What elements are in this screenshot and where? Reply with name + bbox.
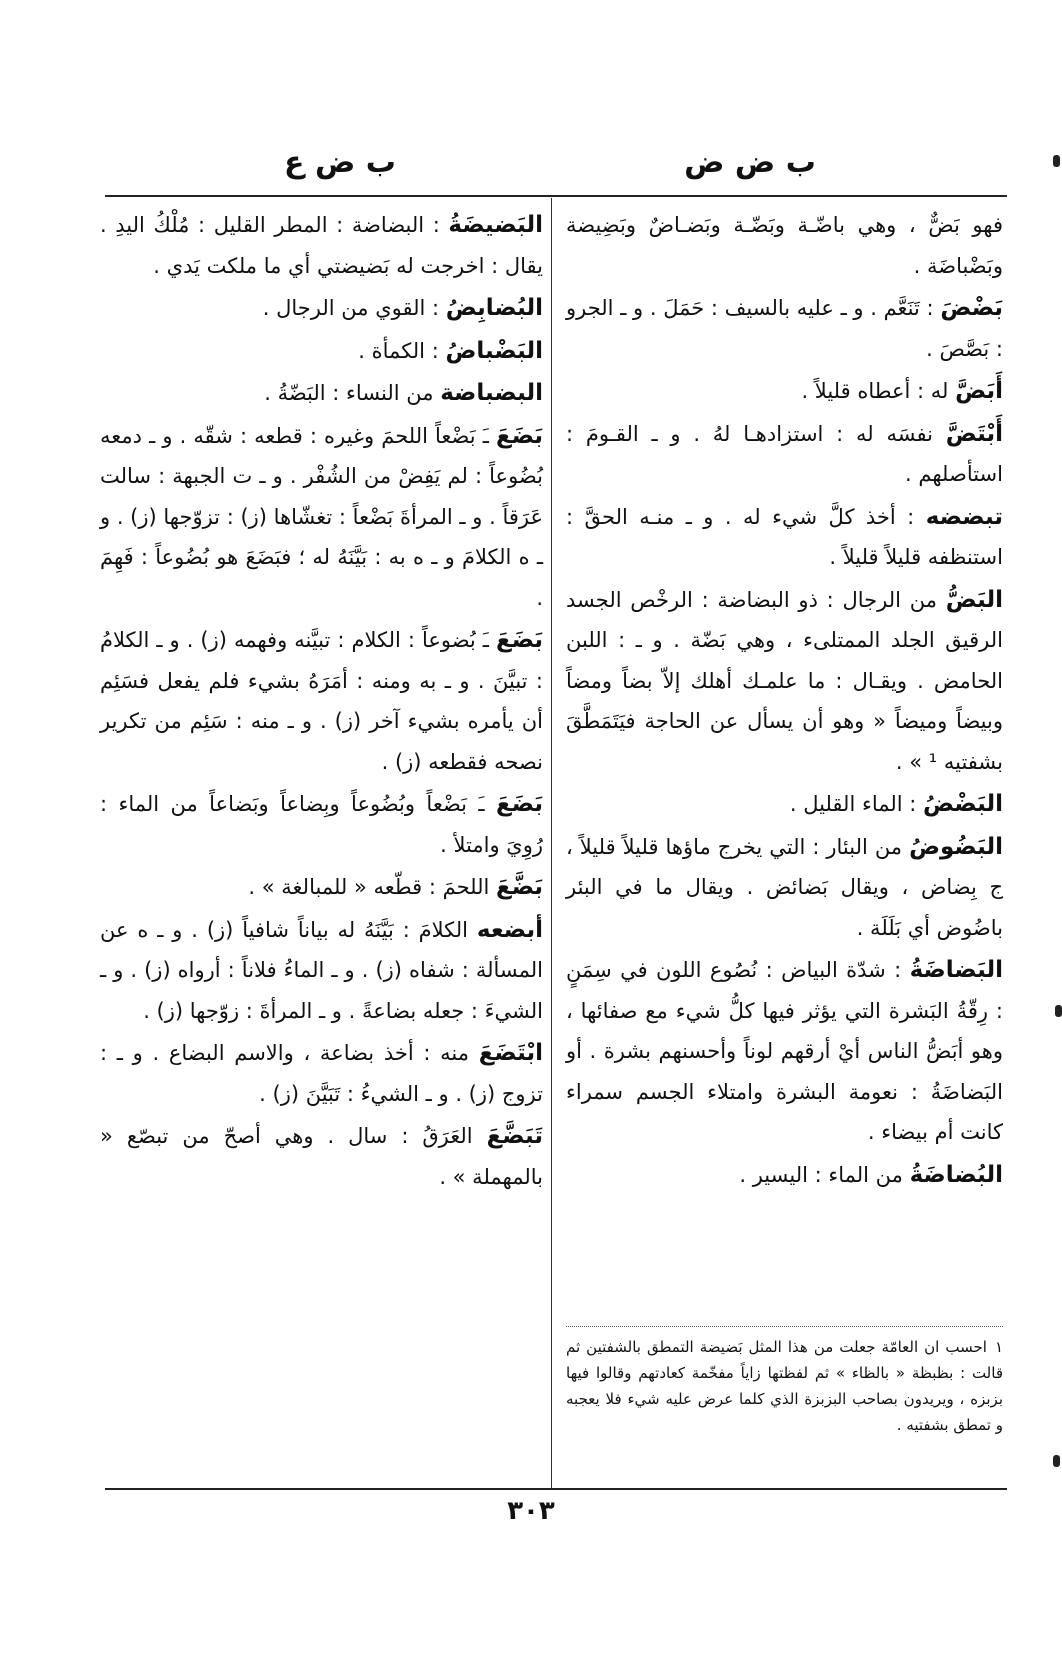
footnote-text: احسب ان العامّة جعلت من هذا المثل بَضيضة التمطق بالشفتين ثم قالت : بظبظة « بالظاء » ثم لفظتها زاياً مفخّمة كعادتهم وقالوا فيها بزبزه ، ويريدون بصاحب البزبزة الذي كلما عرض عليه شيء فلا يعجبه و تمطق بشفتيه .: [566, 1338, 1003, 1434]
footnote-rule: [566, 1326, 1003, 1327]
definition: من النساء : البَضّةُ .: [264, 381, 441, 405]
entry: [566, 414, 1003, 495]
entry: [566, 827, 1003, 949]
definition: نفسَه له : استزادهـا لهُ . و ـ القـومَ : استأصلهم .: [566, 421, 1003, 486]
definition: اللحمَ : قطّعه « للمبالغة » .: [248, 875, 496, 899]
bottom-rule: [105, 1488, 1007, 1490]
definition: : تَنَعَّم . و ـ عليه بالسيف : حَمَلَ . و ـ الجرو : بَصَّصَ .: [566, 296, 1003, 361]
headword: أَبَضَّ: [955, 378, 1003, 404]
definition: فهو بَضٌّ ، وهي باضّـة وبَضّـة وبَضـاضٌ وبَضِيضة وبَضْباضَة .: [566, 213, 1003, 278]
headword: البَضْضُ: [923, 791, 1003, 817]
definition: من البئار : التي يخرج ماؤها قليلاً قليلاً ، ج بِضاض ، ويقال بَضائض . ويقال ما في البئر باضُوض أي بَلَلَة .: [566, 834, 1003, 940]
headword: بَضْضَ: [940, 295, 1003, 321]
definition: من الماء : اليسير .: [739, 1162, 910, 1187]
headword: أبضعه: [476, 916, 543, 943]
definition: : البضاضة : المطر القليل : مُلْكُ اليدِ . يقال : اخرجت له بَضيضتي أي ما ملكت يَدي .: [100, 213, 543, 278]
entry: [566, 784, 1003, 825]
entry: [100, 288, 543, 329]
definition: ـَ بَضْعاً اللحمَ وغيره : قطعه : شقّه . و ـ دمعه بُضُوعاً : لم يَفِضْ من الشُفْر . و ـ ت الجبهة : سالت عَرَقاً . و ـ المرأةَ بَضْعاً : تغشّاها (ز) : تزوّجها (ز) . و ـ ه الكلامَ و ـ ه به : بَيَّنَهُ له ؛ فبَضَعَ هو بُضُوعاً : فَهِمَ .: [100, 423, 543, 610]
entry: [100, 1116, 543, 1197]
headword: بَضَعَ: [495, 791, 543, 817]
entry: [566, 371, 1003, 412]
definition: : الماء القليل .: [789, 792, 924, 816]
definition: : شدّة البياض : نُصُوع اللون في سِمَنٍ : رِقّةُ البَشرة التي يؤثر فيها كلُّ شيء مع صفائها ، وهو أبَضُّ الناس أيْ أرقهم لوناً وأحسنهم بشرة . أو البَضاضَةُ : نعومة البشرة وامتلاء الجسم سمراء كانت أم بيضاء .: [566, 958, 1003, 1144]
entry: [566, 497, 1003, 578]
definition: العَرَقُ : سال . وهي أصحّ من تبصّع « بالمهملة » .: [100, 1124, 543, 1189]
left-column-header: ب ض ع: [284, 145, 396, 180]
definition: من الرجال : ذو البضاضة : الرخْص الجسد الرقيق الجلد الممتلىء ، وهي بَضّة . و ـ : اللبن الحامض . ويقـال : ما علمـك أهلك إلاّ بضاً ومضاً وبيضاً وميضاً « وهو أن يسأل عن الحاجة فيَتَمَطَّقَ بشفتيه ¹ » .: [566, 587, 1003, 774]
definition: : الكمأة .: [358, 338, 446, 363]
right-column-header: ب ض ض: [684, 145, 816, 180]
headword: تَبَضَّعَ: [486, 1123, 543, 1149]
definition: : القوي من الرجال .: [262, 296, 446, 320]
headword: ابْتَضَعَ: [478, 1040, 543, 1066]
right-column: [566, 205, 1003, 1197]
headword: بَضَعَ: [495, 627, 543, 653]
definition: ـَ بَضْعاً وبُضُوعاً وبِضاعاً وبَضاعاً من الماء : رُوِيَ وامتلأ .: [100, 792, 543, 857]
headword: أَبْتَضَّ: [945, 420, 1003, 447]
entry: [100, 784, 543, 865]
footnote: [566, 1334, 1003, 1438]
entry: [100, 331, 543, 372]
headword: البُضاضَةُ: [909, 1161, 1003, 1188]
entry: [100, 620, 543, 782]
definition: : أخذ كلَّ شيء له . و ـ منـه الحقَّ : استنظفه قليلاً قليلاً .: [566, 504, 1003, 569]
definition: الكلامَ : بَيَّنَهُ له بياناً شافياً (ز) . و ـ ه عن المسألة : شفاه (ز) . و ـ الماءُ فلاناً : أرواه (ز) . و ـ الشيءَ : جعله بضاعةً . و ـ المرأةَ : زوّجها (ز) .: [100, 917, 543, 1023]
column-divider: [551, 198, 552, 1488]
top-rule: [105, 195, 1007, 197]
headword: البَضاضَةُ: [909, 957, 1003, 983]
page-number: ٣٠٣: [507, 1496, 555, 1526]
headword: البَضُوضُ: [909, 833, 1003, 860]
entry: [100, 373, 543, 414]
definition: منه : أخذ بضاعة ، والاسم البضاع . و ـ : تزوج (ز) . و ـ الشيءُ : تَبَيَّنَ (ز) .: [100, 1041, 543, 1106]
headword: البضباضة: [440, 380, 543, 406]
headword: البَضْباضُ: [445, 337, 543, 364]
headword: البُضابِضُ: [445, 295, 543, 321]
scan-margin-mark: [1053, 1455, 1060, 1467]
entry: [100, 205, 543, 286]
entry: [100, 867, 543, 908]
headword: بَضَعَ: [495, 422, 543, 449]
entry: [566, 1155, 1003, 1196]
headword: تبضضه: [925, 503, 1003, 530]
entry: [566, 950, 1003, 1153]
entry: [100, 416, 543, 619]
headword: البَضُّ: [945, 586, 1003, 613]
headword: البَضيضَةُ: [448, 212, 543, 238]
scan-margin-mark: [1055, 1005, 1062, 1017]
entry: [566, 580, 1003, 783]
entry: [566, 205, 1003, 286]
footnote-number: ١: [994, 1338, 1003, 1356]
entry: [566, 288, 1003, 369]
left-column: [100, 205, 543, 1199]
entry: [100, 1033, 543, 1114]
headword: بَضَّعَ: [495, 874, 543, 900]
scan-margin-mark: [1053, 155, 1060, 167]
definition: له : أعطاه قليلاً .: [801, 379, 956, 403]
definition: ـَ بُضوعاً : الكلام : تبيَّنه وفهمه (ز) . و ـ الكلامُ : تبيَّنَ . و ـ به ومنه : أمَرَهُ بشيء فلم يفعل فسَئِم أن يأمره بشيء آخر (ز) . و ـ منه : سَئِم من تكرير نصحه فقطعه (ز) .: [100, 628, 543, 774]
entry: [100, 910, 543, 1032]
